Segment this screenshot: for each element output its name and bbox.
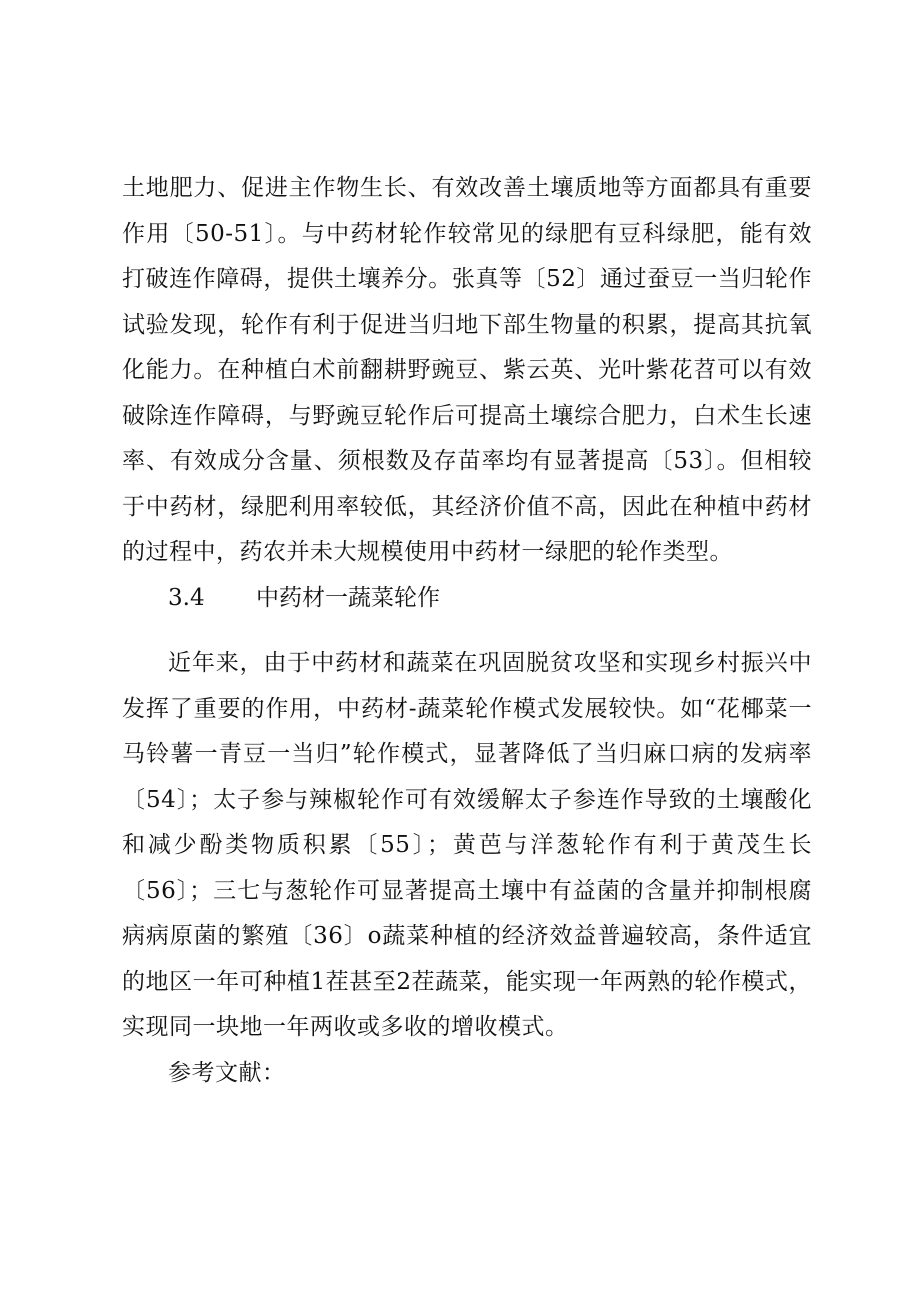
section-number: 3.4 <box>168 584 205 611</box>
references-label: 参考文献： <box>168 1059 286 1086</box>
section-title: 中药材一蔬菜轮作 <box>256 584 440 611</box>
paragraph-green-manure-rotation: 土地肥力、促进主作物生长、有效改善土壤质地等方面都具有重要作用〔50-51〕。与中药材轮作较常见的绿肥有豆科绿肥，能有效打破连作障碍，提供土壤养分。张真等〔52〕通过蚕豆一当归轮作试验发现，轮作有利于促进当归地下部生物量的积累，提高其抗氧化能力。在种植白术前翻耕野豌豆、紫云英、光叶紫花苕可以有效破除连作障碍，与野豌豆轮作后可提高土壤综合肥力，白术生长速率、有效成分含量、须根数及存苗率均有显著提高〔53〕。但相较于中药材，绿肥利用率较低，其经济价值不高，因此在种植中药材的过程中，药农并未大规模使用中药材一绿肥的轮作类型。 <box>122 175 812 565</box>
document-body <box>122 166 812 1096</box>
paragraph-vegetable-rotation: 近年来，由于中药材和蔬菜在巩固脱贫攻坚和实现乡村振兴中发挥了重要的作用，中药材-蔬菜轮作模式发展较快。如“花椰菜一马铃薯一青豆一当归”轮作模式，显著降低了当归麻口病的发病率〔54〕；太子参与辣椒轮作可有效缓解太子参连作导致的土壤酸化和减少酚类物质积累〔55〕；黄芭与洋葱轮作有利于黄茂生长〔56〕；三七与葱轮作可显著提高土壤中有益菌的含量并抑制根腐病病原菌的繁殖〔36〕o蔬菜种植的经济效益普遍较高，条件适宜的地区一年可种植1茬甚至2茬蔬菜，能实现一年两熟的轮作模式，实现同一块地一年两收或多收的增收模式。 <box>122 650 812 1040</box>
section-heading <box>122 576 812 622</box>
